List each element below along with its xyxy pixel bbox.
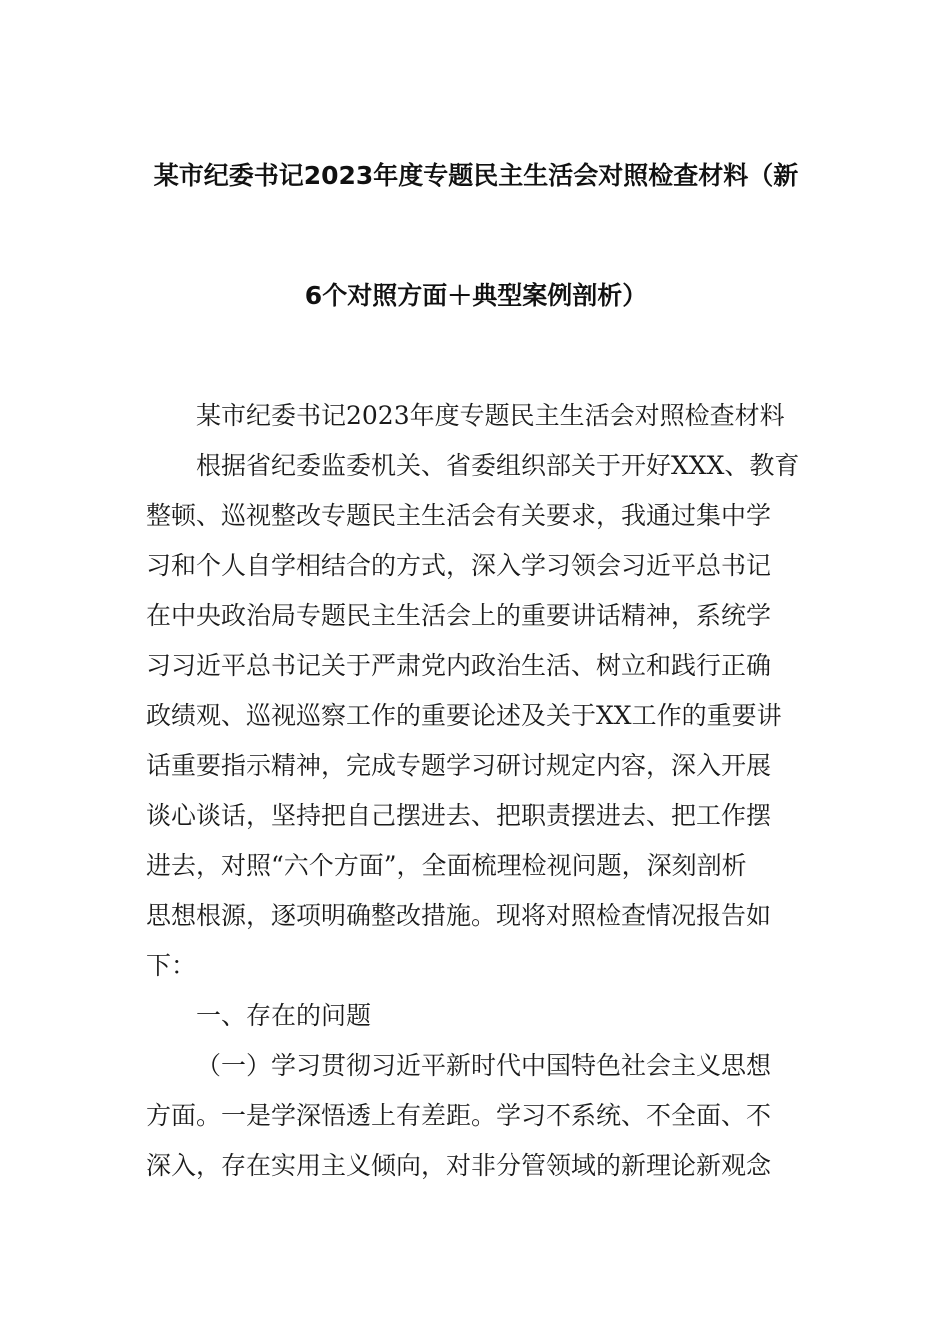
paragraph-line: 在中央政治局专题民主生活会上的重要讲话精神，系统学 xyxy=(146,601,772,630)
document-subtitle: 某市纪委书记2023年度专题民主生活会对照检查材料 xyxy=(196,401,785,430)
paragraph-line: 进去，对照“六个方面”，全面梳理检视问题，深刻剖析 xyxy=(146,851,747,880)
paragraph-line: 整顿、巡视整改专题民主生活会有关要求，我通过集中学 xyxy=(146,501,772,530)
paragraph-line: 习和个人自学相结合的方式，深入学习领会习近平总书记 xyxy=(146,551,772,580)
paragraph-line: 政绩观、巡视巡察工作的重要论述及关于XX工作的重要讲 xyxy=(146,701,782,730)
document-title-line-2: 6个对照方面＋典型案例剖析） xyxy=(304,281,648,310)
paragraph-line: 方面。一是学深悟透上有差距。学习不系统、不全面、不 xyxy=(146,1101,772,1130)
paragraph-line: 下： xyxy=(146,951,197,980)
paragraph-line: 思想根源，逐项明确整改措施。现将对照检查情况报告如 xyxy=(146,901,772,930)
paragraph-line: 根据省纪委监委机关、省委组织部关于开好XXX、教育 xyxy=(196,451,800,480)
document-title-line-1: 某市纪委书记2023年度专题民主生活会对照检查材料（新 xyxy=(153,161,799,190)
paragraph-line: （一）学习贯彻习近平新时代中国特色社会主义思想 xyxy=(196,1051,772,1080)
paragraph-section-1 xyxy=(146,1041,806,1191)
paragraph-line: 习习近平总书记关于严肃党内政治生活、树立和践行正确 xyxy=(146,651,772,680)
paragraph-line: 谈心谈话，坚持把自己摆进去、把职责摆进去、把工作摆 xyxy=(146,801,772,830)
paragraph-intro xyxy=(146,441,806,991)
document-body xyxy=(146,391,806,1191)
paragraph-line: 话重要指示精神，完成专题学习研讨规定内容，深入开展 xyxy=(146,751,772,780)
paragraph-line: 深入，存在实用主义倾向，对非分管领域的新理论新观念 xyxy=(146,1151,772,1180)
section-heading-problems: 一、存在的问题 xyxy=(196,1001,372,1030)
